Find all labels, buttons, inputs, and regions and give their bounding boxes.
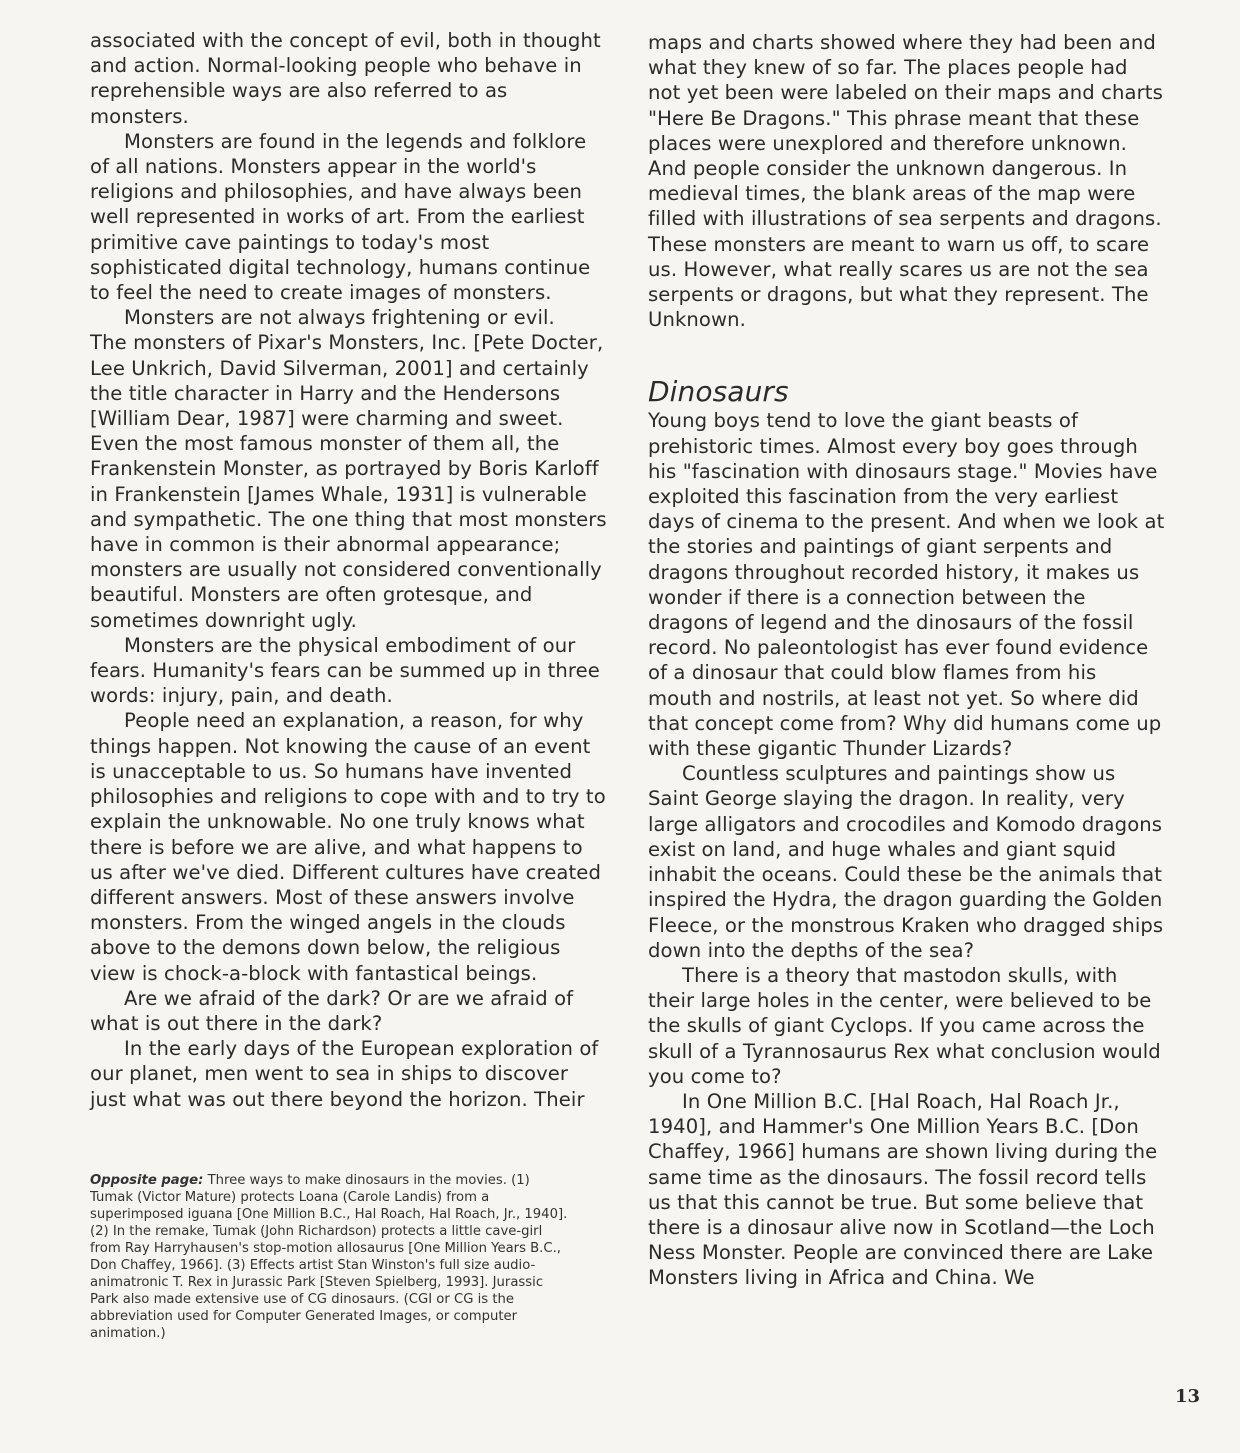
body-paragraph: In the early days of the European exploration of our planet, men went to sea in ships to discover just what was out there beyond the horizon. Their	[90, 1037, 599, 1111]
body-paragraph: Are we afraid of the dark? Or are we afraid of what is out there in the dark?	[90, 986, 574, 1035]
body-paragraph: There is a theory that mastodon skulls, with their large holes in the center, were believed to be the skulls of giant Cyclops. If you came across the skull of a Tyrannosaurus Rex what conclusion would you come to?	[648, 963, 1161, 1088]
body-paragraph: Monsters are the physical embodiment of our fears. Humanity's fears can be summed up in three words: injury, pain, and death.	[90, 633, 600, 708]
body-paragraph: Countless sculptures and paintings show us Saint George slaying the dragon. In reality, very large alligators and crocodiles and Komodo dragons exist on land, and huge whales and giant squid inhabit the oceans. Could these be the animals that inspired the Hydra, the dragon guarding the Golden Fleece, or the monstrous Kraken who dragged ships down into the depths of the sea?	[648, 762, 1164, 962]
body-paragraph: In One Million B.C. [Hal Roach, Hal Roach Jr., 1940], and Hammer's One Million Years B.C. [Don Chaffey, 1966] humans are shown living during the same time as the dinosaurs. The fossil record tells us that this cannot be true. But some believe that there is a dinosaur alive now in Scotland—the Loch Ness Monster. People are convinced there are Lake Monsters living in Africa and China. We	[648, 1089, 1158, 1290]
page-number: 13	[1174, 1386, 1200, 1407]
caption-label: Opposite page:	[90, 1173, 204, 1188]
body-paragraph: Young boys tend to love the giant beasts of prehistoric times. Almost every boy goes through his "fascination with dinosaurs stage." Movies have exploited this fascination from the very earliest days of cinema to the present. And when we look at the stories and paintings of giant serpents and dragons throughout recorded history, it makes us wonder if there is a connection between the dragons of legend and the dinosaurs of the fossil record. No paleontologist has ever found evidence of a dinosaur that could blow flames from his mouth and nostrils, at least not yet. So where did that concept come from? Why did humans come up with these gigantic Thunder Lizards?	[648, 409, 1165, 761]
right-column	[648, 30, 1166, 1291]
body-paragraph: Monsters are found in the legends and folklore of all nations. Monsters appear in the world's religions and philosophies, and have always been well represented in works of art. From the earliest primitive cave paintings to today's most sophisticated digital technology, humans continue to feel the need to create images of monsters.	[90, 129, 591, 305]
body-paragraph-lead: Monsters are not always frightening or evil.	[124, 306, 555, 330]
body-paragraph: The monsters of Pixar's Monsters, Inc. [Pete Docter, Lee Unkrich, David Silverman, 2001] and certainly the title character in Harry and the Hendersons [William Dear, 1987] were charming and sweet. Even the most famous monster of them all, the Frankenstein Monster, as portrayed by Boris Karloff in Frankenstein [James Whale, 1931] is vulnerable and sympathetic. The one thing that most monsters have in common is their abnormal appearance; monsters are usually not considered conventionally beautiful. Monsters are often grotesque, and sometimes downright ugly.	[90, 331, 607, 632]
left-column	[90, 28, 610, 1112]
section-heading: Dinosaurs	[648, 375, 789, 409]
caption-text: Three ways to make dinosaurs in the movies. (1) Tumak (Victor Mature) protects Loana (Carole Landis) from a superimposed iguana [One Million B.C., Hal Roach, Hal Roach, Jr., 1940]. (2) In the remake, Tumak (John Richardson) protects a little cave-girl from Ray Harryhausen's stop-motion allosaurus [One Million Years B.C., Don Chaffey, 1966]. (3) Effects artist Stan Winston's full size audio-animatronic T. Rex in Jurassic Park [Steven Spielberg, 1993]. Jurassic Park also made extensive use of CG dinosaurs. (CGI or CG is the abbreviation used for Computer Generated Images, or computer animation.)	[90, 1173, 568, 1341]
body-paragraph: People need an explanation, a reason, for why things happen. Not knowing the cause of an event is unacceptable to us. So humans have invented philosophies and religions to cope with and to try to explain the unknowable. No one truly knows what there is before we are alive, and what happens to us after we've died. Different cultures have created different answers. Most of these answers involve monsters. From the winged angels in the clouds above to the demons down below, the religious view is chock-a-block with fantastical beings.	[90, 709, 606, 985]
body-paragraph-continuation: maps and charts showed where they had been and what they knew of so far. The places people had not yet been were labeled on their maps and charts "Here Be Dragons." This phrase meant that these places were unexplored and therefore unknown. And people consider the unknown dangerous. In medieval times, the blank areas of the map were filled with illustrations of sea serpents and dragons. These monsters are meant to warn us off, to scare us. However, what really scares us are not the sea serpents or dragons, but what they represent. The Unknown.	[648, 31, 1163, 332]
figure-caption	[90, 1172, 575, 1342]
body-paragraph: associated with the concept of evil, both in thought and action. Normal-looking people who behave in reprehensible ways are also referred to as monsters.	[90, 29, 601, 128]
